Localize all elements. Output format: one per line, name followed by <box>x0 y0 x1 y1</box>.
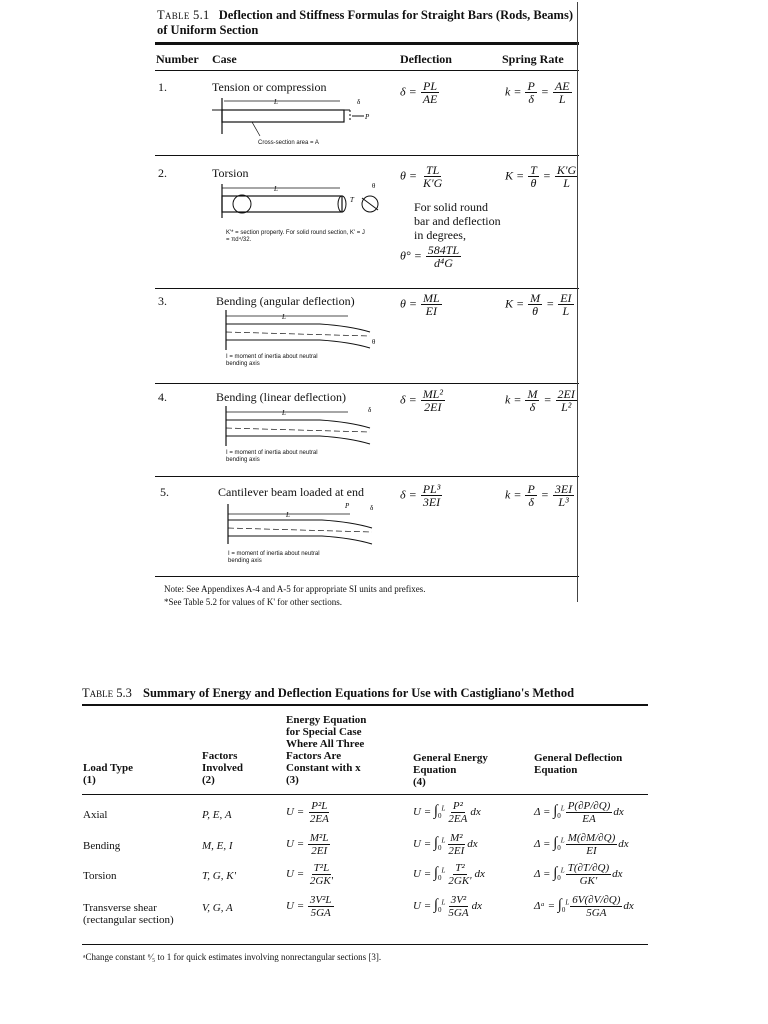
svg-text:L: L <box>282 313 286 321</box>
svg-text:T: T <box>350 196 354 204</box>
svg-text:L: L <box>282 409 286 417</box>
general-deflection-formula: Δᵃ = $\int_0^L$ $\frac{6V(\partial V/\partial Q)}{5GA}$ dx <box>534 894 634 919</box>
case-note: K'* = section property. For solid round section, K' = J = πd⁴/32. <box>226 230 365 243</box>
t3-top-rule <box>82 704 648 706</box>
spring-rate-formula: k = $\frac{P}{\delta}$ = $\frac{3EI}{\text{L³}}$ <box>505 482 573 509</box>
energy-special-formula: U = $\frac{\text{P²L}}{2EA}$ <box>286 800 329 825</box>
row-divider <box>155 288 579 289</box>
svg-text:L: L <box>274 98 278 106</box>
table-5-3-caption <box>82 686 574 701</box>
spring-rate-formula: k = $\frac{M}{\delta}$ = $\frac{2EI}{\text{L²}}$ <box>505 387 575 414</box>
table-note: Note: See Appendixes A-4 and A-5 for appropriate SI units and prefixes. <box>164 584 426 594</box>
svg-text:L: L <box>274 185 278 193</box>
table-footnote: *See Table 5.2 for values of K' for other sections. <box>164 597 343 607</box>
case-note: I = moment of inertia about neutral bending axis <box>226 450 318 463</box>
table-bottom-rule <box>155 576 579 577</box>
row-number: 4. <box>158 390 167 404</box>
case-name: Torsion <box>212 166 249 180</box>
header-factors: Factors Involved (2) <box>202 750 243 786</box>
table-5-3-title: Summary of Energy and Deflection Equations for Use with Castigliano's Method <box>143 686 575 700</box>
case-name: Cantilever beam loaded at end <box>218 485 364 499</box>
case-note: I = moment of inertia about neutral bending axis <box>228 551 320 564</box>
top-rule <box>155 42 579 45</box>
table-5-1-title: Deflection and Stiffness Formulas for Straight Bars (Rods, Beams) of Uniform Section <box>157 8 573 37</box>
bending-linear-diagram <box>220 404 390 450</box>
svg-text:δ: δ <box>357 98 361 106</box>
torsion-extra-note: For solid round bar and deflection in degrees, <box>414 200 501 242</box>
factors-involved: V, G, A <box>202 902 233 914</box>
t3-header-rule <box>82 794 648 795</box>
case-name: Bending (linear deflection) <box>216 390 346 404</box>
general-deflection-formula: $\Delta = \int_0^L$ $\frac{M(\partial M/\partial Q)}{EI}$ dx <box>534 832 629 857</box>
load-type: Transverse shear (rectangular section) <box>83 902 174 926</box>
energy-special-formula: U = $\frac{\text{T²L}}{2GK'}$ <box>286 862 334 887</box>
case-name: Bending (angular deflection) <box>216 294 355 308</box>
svg-text:θ: θ <box>372 338 376 346</box>
general-energy-formula: $U = \int_0^L$ $\frac{\text{3V²}}{5GA}$ dx <box>413 894 482 919</box>
svg-text:L: L <box>286 511 290 519</box>
deflection-formula: δ = $\frac{\text{PL³}}{3EI}$ <box>400 482 441 509</box>
row-number: 1. <box>158 80 167 94</box>
table-5-1-caption <box>157 8 577 38</box>
deflection-formula: θ = $\frac{TL}{K'G}$ <box>400 163 443 190</box>
load-type: Torsion <box>83 870 117 882</box>
header-rule <box>155 70 579 71</box>
factors-involved: M, E, I <box>202 840 233 852</box>
spring-rate-formula: K = $\frac{M}{\theta}$ = $\frac{EI}{L}$ <box>505 291 572 318</box>
load-type: Axial <box>83 809 108 821</box>
energy-special-formula: U = $\frac{\text{M²L}}{2EI}$ <box>286 832 329 857</box>
deflection-formula: θ = $\frac{ML}{EI}$ <box>400 291 440 318</box>
torsion-degree-formula: θ° = $\frac{584TL}{\text{d⁴G}}$ <box>400 243 460 270</box>
row-divider <box>155 383 579 384</box>
torsion-bar-diagram <box>212 180 387 230</box>
bending-angular-diagram <box>220 308 390 354</box>
spring-rate-formula: k = $\frac{P}{\delta}$ = $\frac{AE}{L}$ <box>505 79 570 106</box>
header-general-deflection: General Deflection Equation <box>534 752 623 776</box>
t3-bottom-rule <box>82 944 648 945</box>
case-note: Cross-section area = A <box>258 140 319 146</box>
factors-involved: T, G, K' <box>202 870 236 882</box>
case-note: I = moment of inertia about neutral bending axis <box>226 354 318 367</box>
general-deflection-formula: $\Delta = \int_0^L$ $\frac{T(\partial T/\partial Q)}{GK'}$ dx <box>534 862 623 887</box>
cantilever-diagram <box>222 502 392 548</box>
spring-rate-formula: K = $\frac{T}{\theta}$ = $\frac{K'G}{L}$ <box>505 163 577 190</box>
case-name: Tension or compression <box>212 80 327 94</box>
general-energy-formula: $U = \int_0^L$ $\frac{\text{T²}}{2GK'}$ dx <box>413 862 485 887</box>
svg-text:P: P <box>345 502 350 510</box>
header-case: Case <box>212 52 237 66</box>
t3-footnote: ᵃChange constant ⁶⁄₅ to 1 for quick estimates involving nonrectangular sections [3]. <box>83 952 382 962</box>
header-load-type: Load Type (1) <box>83 762 134 786</box>
deflection-formula: δ = $\frac{\text{ML²}}{2EI}$ <box>400 387 443 414</box>
tension-bar-diagram <box>212 94 372 144</box>
factors-involved: P, E, A <box>202 809 232 821</box>
header-deflection: Deflection <box>400 52 452 66</box>
svg-text:δ: δ <box>370 504 374 512</box>
row-divider <box>155 155 579 156</box>
svg-text:P: P <box>365 113 370 121</box>
energy-special-formula: U = $\frac{\text{3V²L}}{5GA}$ <box>286 894 332 919</box>
table-5-1-label: Table 5.1 <box>157 8 210 22</box>
deflection-formula: δ = $\frac{PL}{AE}$ <box>400 79 438 106</box>
general-deflection-formula: $\Delta = \int_0^L$ $\frac{P(\partial P/\partial Q)}{EA}$ dx <box>534 800 624 825</box>
header-number: Number <box>156 52 199 66</box>
general-energy-formula: $U = \int_0^L$ $\frac{\text{P²}}{2EA}$ dx <box>413 800 481 825</box>
row-number: 3. <box>158 294 167 308</box>
row-number: 5. <box>160 485 169 499</box>
scan-edge-line <box>577 2 578 602</box>
header-spring-rate: Spring Rate <box>502 52 564 66</box>
row-number: 2. <box>158 166 167 180</box>
svg-text:δ: δ <box>368 406 372 414</box>
table-5-3-label: Table 5.3 <box>82 686 132 700</box>
load-type: Bending <box>83 840 121 852</box>
header-energy-special: Energy Equation for Special Case Where All Three Factors Are Constant with x (3) <box>286 714 367 786</box>
svg-text:θ: θ <box>372 182 376 190</box>
header-general-energy: General Energy Equation (4) <box>413 752 488 788</box>
general-energy-formula: $U = \int_0^L$ $\frac{\text{M²}}{2EI}$ dx <box>413 832 478 857</box>
row-divider <box>155 476 579 477</box>
